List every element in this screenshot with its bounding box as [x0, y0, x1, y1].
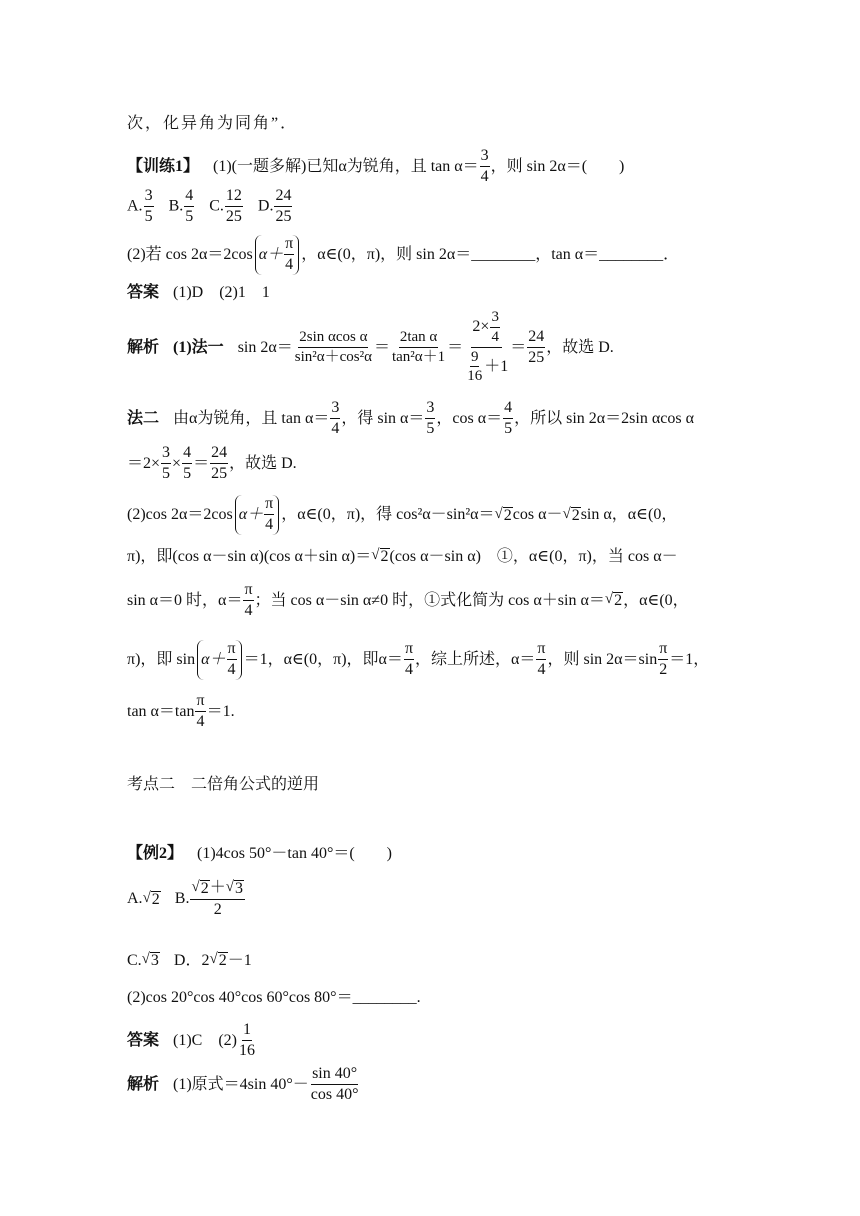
fraction-denominator: 4 — [480, 167, 489, 185]
answer-label: 答案 — [127, 284, 160, 301]
method-2-label: 法二 — [127, 409, 160, 427]
solution-method-1: 解析 (1)法一 sin 2α＝ $\frac{\text{2sin αcos α}}{\text{sin²α＋cos²α}}$ ＝ $\frac{\text{2tan α}}{\text{tan²α＋1}}$ ＝ 2× $\frac{3}{4}$ $\frac{9}{16}$ ＋1 ＝ $\frac{24}{25}$ ，故选 D. — [127, 309, 614, 385]
train1-question-2 — [127, 235, 679, 275]
example-2-question-2: (2)cos 20°cos 40°cos 60°cos 80°＝________. — [127, 989, 421, 1006]
solution-2-line-3: sin α＝0 时，α＝ $\frac{\pi}{4}$ ；当 cos α－sin α≠0 时，①式化简为 cos α＋sin α＝ √ 2 ，α∈(0， — [127, 581, 689, 619]
train1-question-1 — [127, 148, 624, 186]
section-heading-2 — [127, 777, 319, 793]
intro-text: 次，化异角为同角”． — [127, 115, 299, 132]
option-c: C. $\frac{12}{25}$ — [209, 187, 242, 225]
solution-label: 解析 — [127, 1075, 160, 1093]
answer-1 — [127, 285, 270, 301]
train1-q1-text: (1)(一题多解)已知α为锐角，且 tan α＝ — [213, 157, 479, 175]
train1-q2-text: (2)若 cos 2α＝2cos — [127, 246, 253, 263]
fraction-numerator: 3 — [480, 148, 490, 167]
solution-example-2: 解析 (1)原式＝4sin 40°－ $\frac{\sin 40^\circ}{\cos 40^\circ}$ — [127, 1065, 359, 1103]
train1-label: 【训练1】 — [127, 157, 200, 175]
method-1-label: (1)法一 — [173, 338, 224, 356]
answer-text: (1)D (2)1 1 — [173, 284, 270, 301]
train1-q1-tail: ，则 sin 2α＝( ) — [490, 157, 625, 175]
option-b: B. $\frac{4}{5}$ — [168, 187, 194, 225]
solution-method-2-cont: ＝2× $\frac{3}{5}$ × $\frac{4}{5}$ ＝ $\frac{24}{25}$ ，故选 D. — [127, 444, 297, 482]
example-2-options-ab: A. √ 2 B. √ 2 ＋ √ 3 2 — [127, 879, 243, 918]
solution-2-line-2: π)，即(cos α－sin α)(cos α＋sin α)＝ √ 2 (cos α－sin α) ①，α∈(0，π)，当 cos α－ — [127, 547, 678, 565]
example-2-question-1: 【例2】 (1)4cos 50°－tan 40°＝( ) — [127, 845, 393, 862]
sqrt-2: √ 2 — [494, 505, 512, 524]
option-a: A. $\frac{3}{5}$ — [127, 187, 153, 225]
example-2-options-cd: C. √ 3 D．2 √ 2 －1 — [127, 951, 252, 969]
answer-label: 答案 — [127, 1031, 160, 1049]
solution-2-line-1: (2)cos 2α＝2cos α＋ $\frac{\pi}{4}$ ，α∈(0，π)，得 cos²α－sin²α＝ √ 2 cos α－ √ 2 sin α，α∈(0， — [127, 495, 678, 533]
train1-options — [127, 188, 293, 226]
option-d: D. $\frac{24}{25}$ — [257, 187, 292, 225]
example-2-label: 【例2】 — [127, 845, 184, 862]
intro-line — [127, 116, 298, 132]
parenthesis-group: α＋ $\frac{\pi}{4}$ — [255, 235, 299, 275]
solution-2-line-4: π)，即 sin α＋ $\frac{\pi}{4}$ ＝1，α∈(0，π)，即α＝ $\frac{\pi}{4}$ ，综上所述，α＝ $\frac{\pi}{4}$ ，则 sin 2α＝sin $\frac{\pi}{2}$ ＝1， — [127, 640, 710, 678]
section-title: 考点二 二倍角公式的逆用 — [127, 776, 320, 793]
solution-2-line-5: tan α＝tan $\frac{\pi}{4}$ ＝1. — [127, 692, 235, 730]
solution-method-2: 法二 由α为锐角，且 tan α＝ $\frac{3}{4}$ ，得 sin α＝ $\frac{3}{5}$ ，cos α＝ $\frac{4}{5}$ ，所以 sin 2α＝2sin αcos α — [127, 399, 694, 437]
compound-fraction: 2× $\frac{3}{4}$ $\frac{9}{16}$ ＋1 — [467, 309, 509, 385]
solution-label: 解析 — [127, 338, 160, 356]
fraction-3-4 — [480, 148, 490, 186]
train1-q2-tail: ，α∈(0，π)，则 sin 2α＝________，tan α＝________． — [301, 246, 680, 263]
answer-2: 答案 (1)C (2) $\frac{1}{16}$ — [127, 1021, 256, 1059]
